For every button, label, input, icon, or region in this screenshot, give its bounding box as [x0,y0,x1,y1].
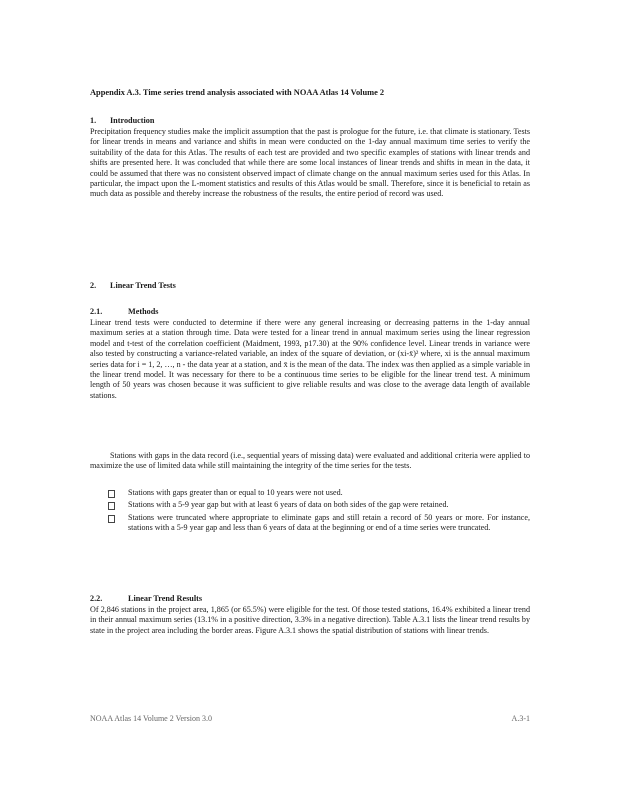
footer-page-number: A.3-1 [511,714,530,723]
section-number: 1. [90,116,97,125]
list-item: Stations with gaps greater than or equal to 10 years were not used. [108,488,530,498]
bullet-box-icon [108,502,115,510]
section-title: Introduction [110,116,155,125]
list-item: Stations with a 5-9 year gap but with at least 6 years of data on both sides of the gap were retained. [108,500,530,510]
subsection-heading-linear-trend-results [90,594,202,603]
bullet-box-icon [108,490,115,498]
subsection-title: Linear Trend Results [128,594,203,603]
subsection-title: Methods [128,307,159,316]
station-criteria-list [108,488,530,536]
section-title: Linear Trend Tests [110,281,176,290]
bullet-box-icon [108,515,115,523]
section-number: 2. [90,281,97,290]
results-paragraph: Of 2,846 stations in the project area, 1,865 (or 65.5%) were eligible for the test. Of those tested stations, 16.4% exhibited a linear trend in their annual maximum series (13.1% in a positive direction, 3.3% in a negative direction). Table A.3.1 lists the linear trend results by state in the project area including the border areas. Figure A.3.1 shows the spatial distribution of stations with linear trends. [90,605,530,635]
methods-gaps-paragraph: Stations with gaps in the data record (i.e., sequential years of missing data) were evaluated and additional criteria were applied to maximize the use of limited data while still maintaining the integrity of the time series for the tests. [90,451,530,471]
footer-document-title: NOAA Atlas 14 Volume 2 Version 3.0 [90,714,213,723]
section-heading-introduction [90,116,154,125]
variance-index-formula: (xi-x̄)² [397,349,419,359]
subsection-number: 2.1. [90,307,103,316]
methods-text-1: Linear trend tests were conducted to determine if there were any general increasing or decreasing patterns in the 1-day annual maximum series at a station through time. Data were tested for a linear trend in annual maximum series using the linear regression model and t-test of the correlation coefficient (Maidment, 1993, p17.30) at the 90% confidence level. Linear trends in variance were also tested by constructing a variance-related variable, an index of the square of deviation, or [90,318,530,359]
introduction-paragraph: Precipitation frequency studies make the implicit assumption that the past is prologue for the future, i.e. that climate is stationary. Tests for linear trends in means and variance and shifts in mean were conducted on the 1-day annual maximum time series to verify the suitability of the data for this Atlas. The results of each test are provided and two specific examples of stations with linear trends and shifts are presented here. It was concluded that while there are some local instances of linear trends and shifts in mean in the data, it could be assumed that there was no consistent observed impact of climate change on the annual maximum series used for this Atlas. In particular, the impact upon the L-moment statistics and results of this Atlas would be small. Therefore, since it is beneficial to retain as much data as possible and thereby increase the robustness of the results, the entire period of record was used. [90,127,530,199]
subsection-number: 2.2. [90,594,103,603]
section-heading-linear-trend-tests [90,281,176,290]
list-item: Stations were truncated where appropriate to eliminate gaps and still retain a record of 50 years or more. For instance, stations with a 5-9 year gap and less than 6 years of data at the beginning or end of a time series were truncated. [108,513,530,534]
page-title: Appendix A.3. Time series trend analysis associated with NOAA Atlas 14 Volume 2 [90,88,385,97]
methods-text-2: where, xi is the annual maximum series data for i = 1, 2, …, n - the data year at a station, and x̄ is the mean of the data. The index was then applied as a simple variable in the linear trend model. It was necessary for there to be a continuous time series to be eligible for the linear trend test. A minimum length of 50 years was chosen because it was sufficient to give reliable results and was close to the average data length of available stations. [90,349,530,400]
subsection-heading-methods [90,307,158,316]
methods-paragraph [90,318,530,401]
